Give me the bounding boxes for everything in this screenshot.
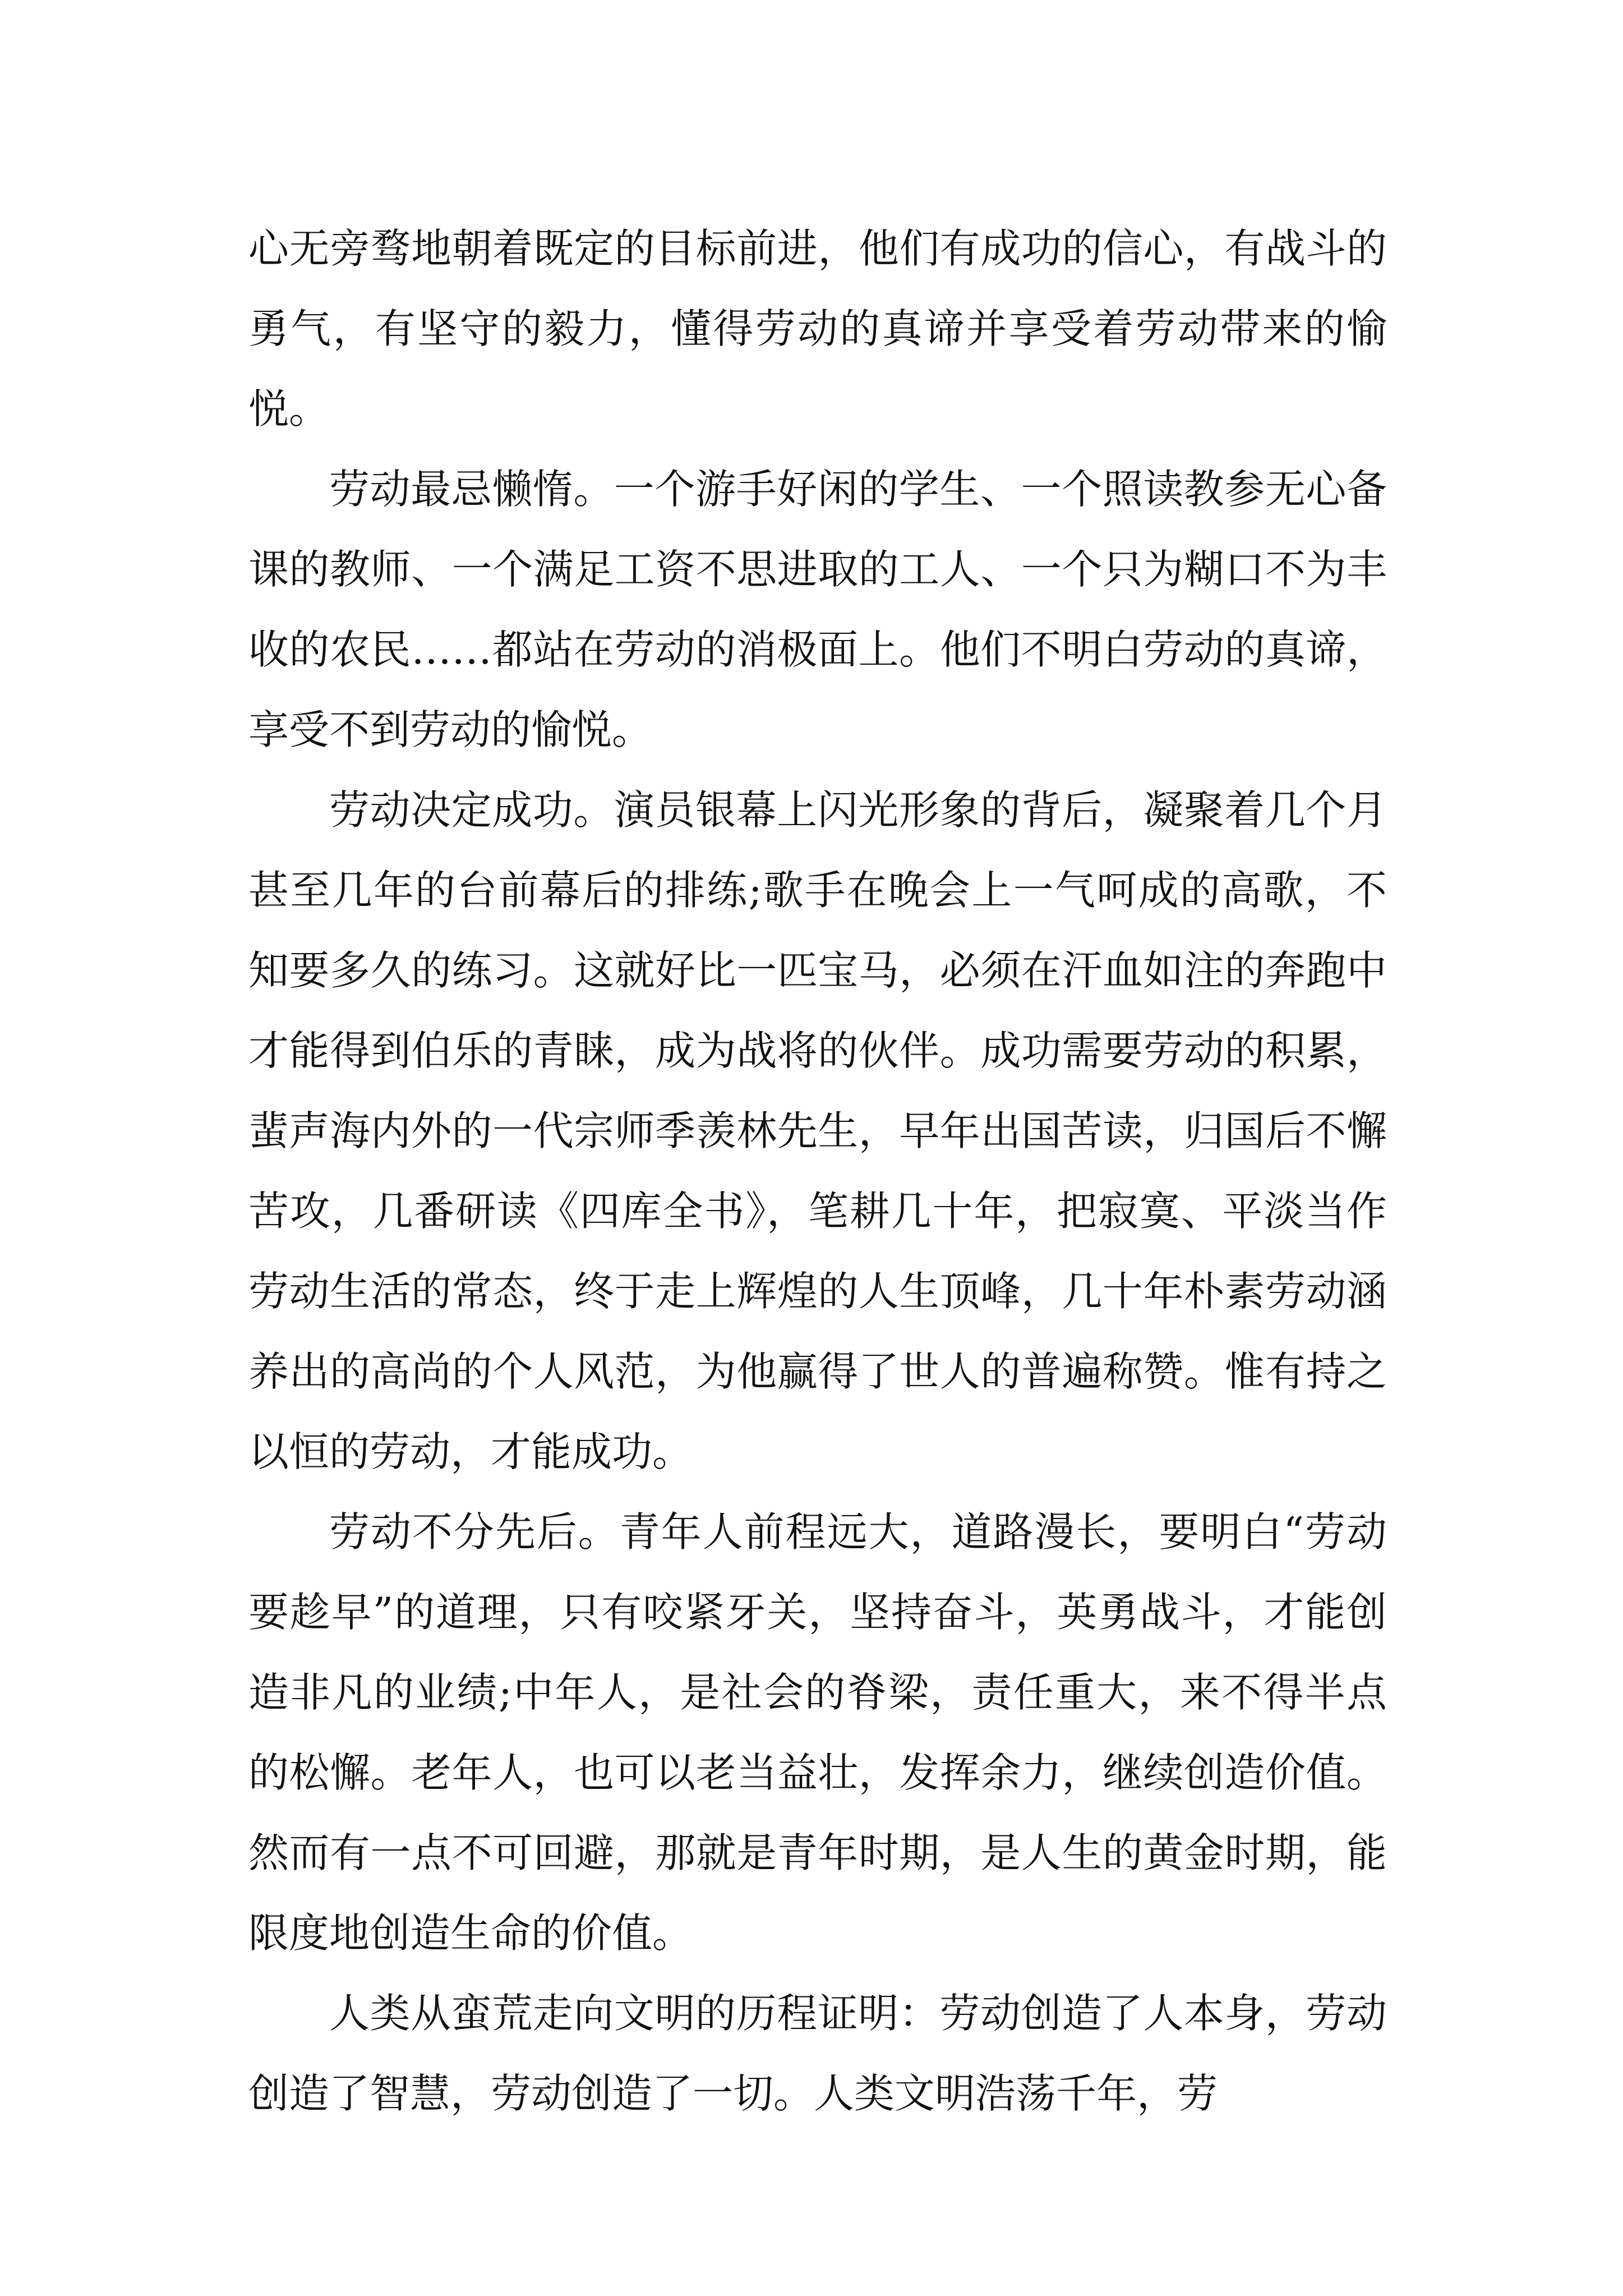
paragraph-age: 劳动不分先后。青年人前程远大，道路漫长，要明白“劳动要趁早”的道理，只有咬紧牙关，坚持奋斗，英勇战斗，才能创造非凡的业绩;中年人，是社会的脊梁，责任重大，来不得半点的松懈。老年人，也可以老当益壮，发挥余力，继续创造价值。然而有一点不可回避，那就是青年时期，是人生的黄金时期，能限度地创造生命的价值。	[248, 1508, 1387, 1957]
paragraph-continued: 心无旁骛地朝着既定的目标前进，他们有成功的信心，有战斗的勇气，有坚守的毅力，懂得劳动的真谛并享受着劳动带来的愉悦。	[248, 225, 1387, 432]
paragraph-success: 劳动决定成功。演员银幕上闪光形象的背后，凝聚着几个月甚至几年的台前幕后的排练;歌手在晚会上一气呵成的高歌，不知要多久的练习。这就好比一匹宝马，必须在汗血如注的奔跑中才能得到伯乐的青睐，成为战将的伙伴。成功需要劳动的积累，蜚声海内外的一代宗师季羡林先生，早年出国苦读，归国后不懈苦攻，几番研读《四库全书》，笔耕几十年，把寂寞、平淡当作劳动生活的常态，终于走上辉煌的人生顶峰，几十年朴素劳动涵养出的高尚的个人风范，为他赢得了世人的普遍称赞。惟有持之以恒的劳动，才能成功。	[248, 786, 1387, 1475]
document-body	[248, 209, 1387, 2134]
paragraph-civilization: 人类从蛮荒走向文明的历程证明：劳动创造了人本身，劳动创造了智慧，劳动创造了一切。人类文明浩荡千年，劳	[248, 1990, 1387, 2117]
paragraph-laziness: 劳动最忌懒惰。一个游手好闲的学生、一个照读教参无心备课的教师、一个满足工资不思进取的工人、一个只为糊口不为丰收的农民……都站在劳动的消极面上。他们不明白劳动的真谛，享受不到劳动的愉悦。	[248, 466, 1387, 753]
